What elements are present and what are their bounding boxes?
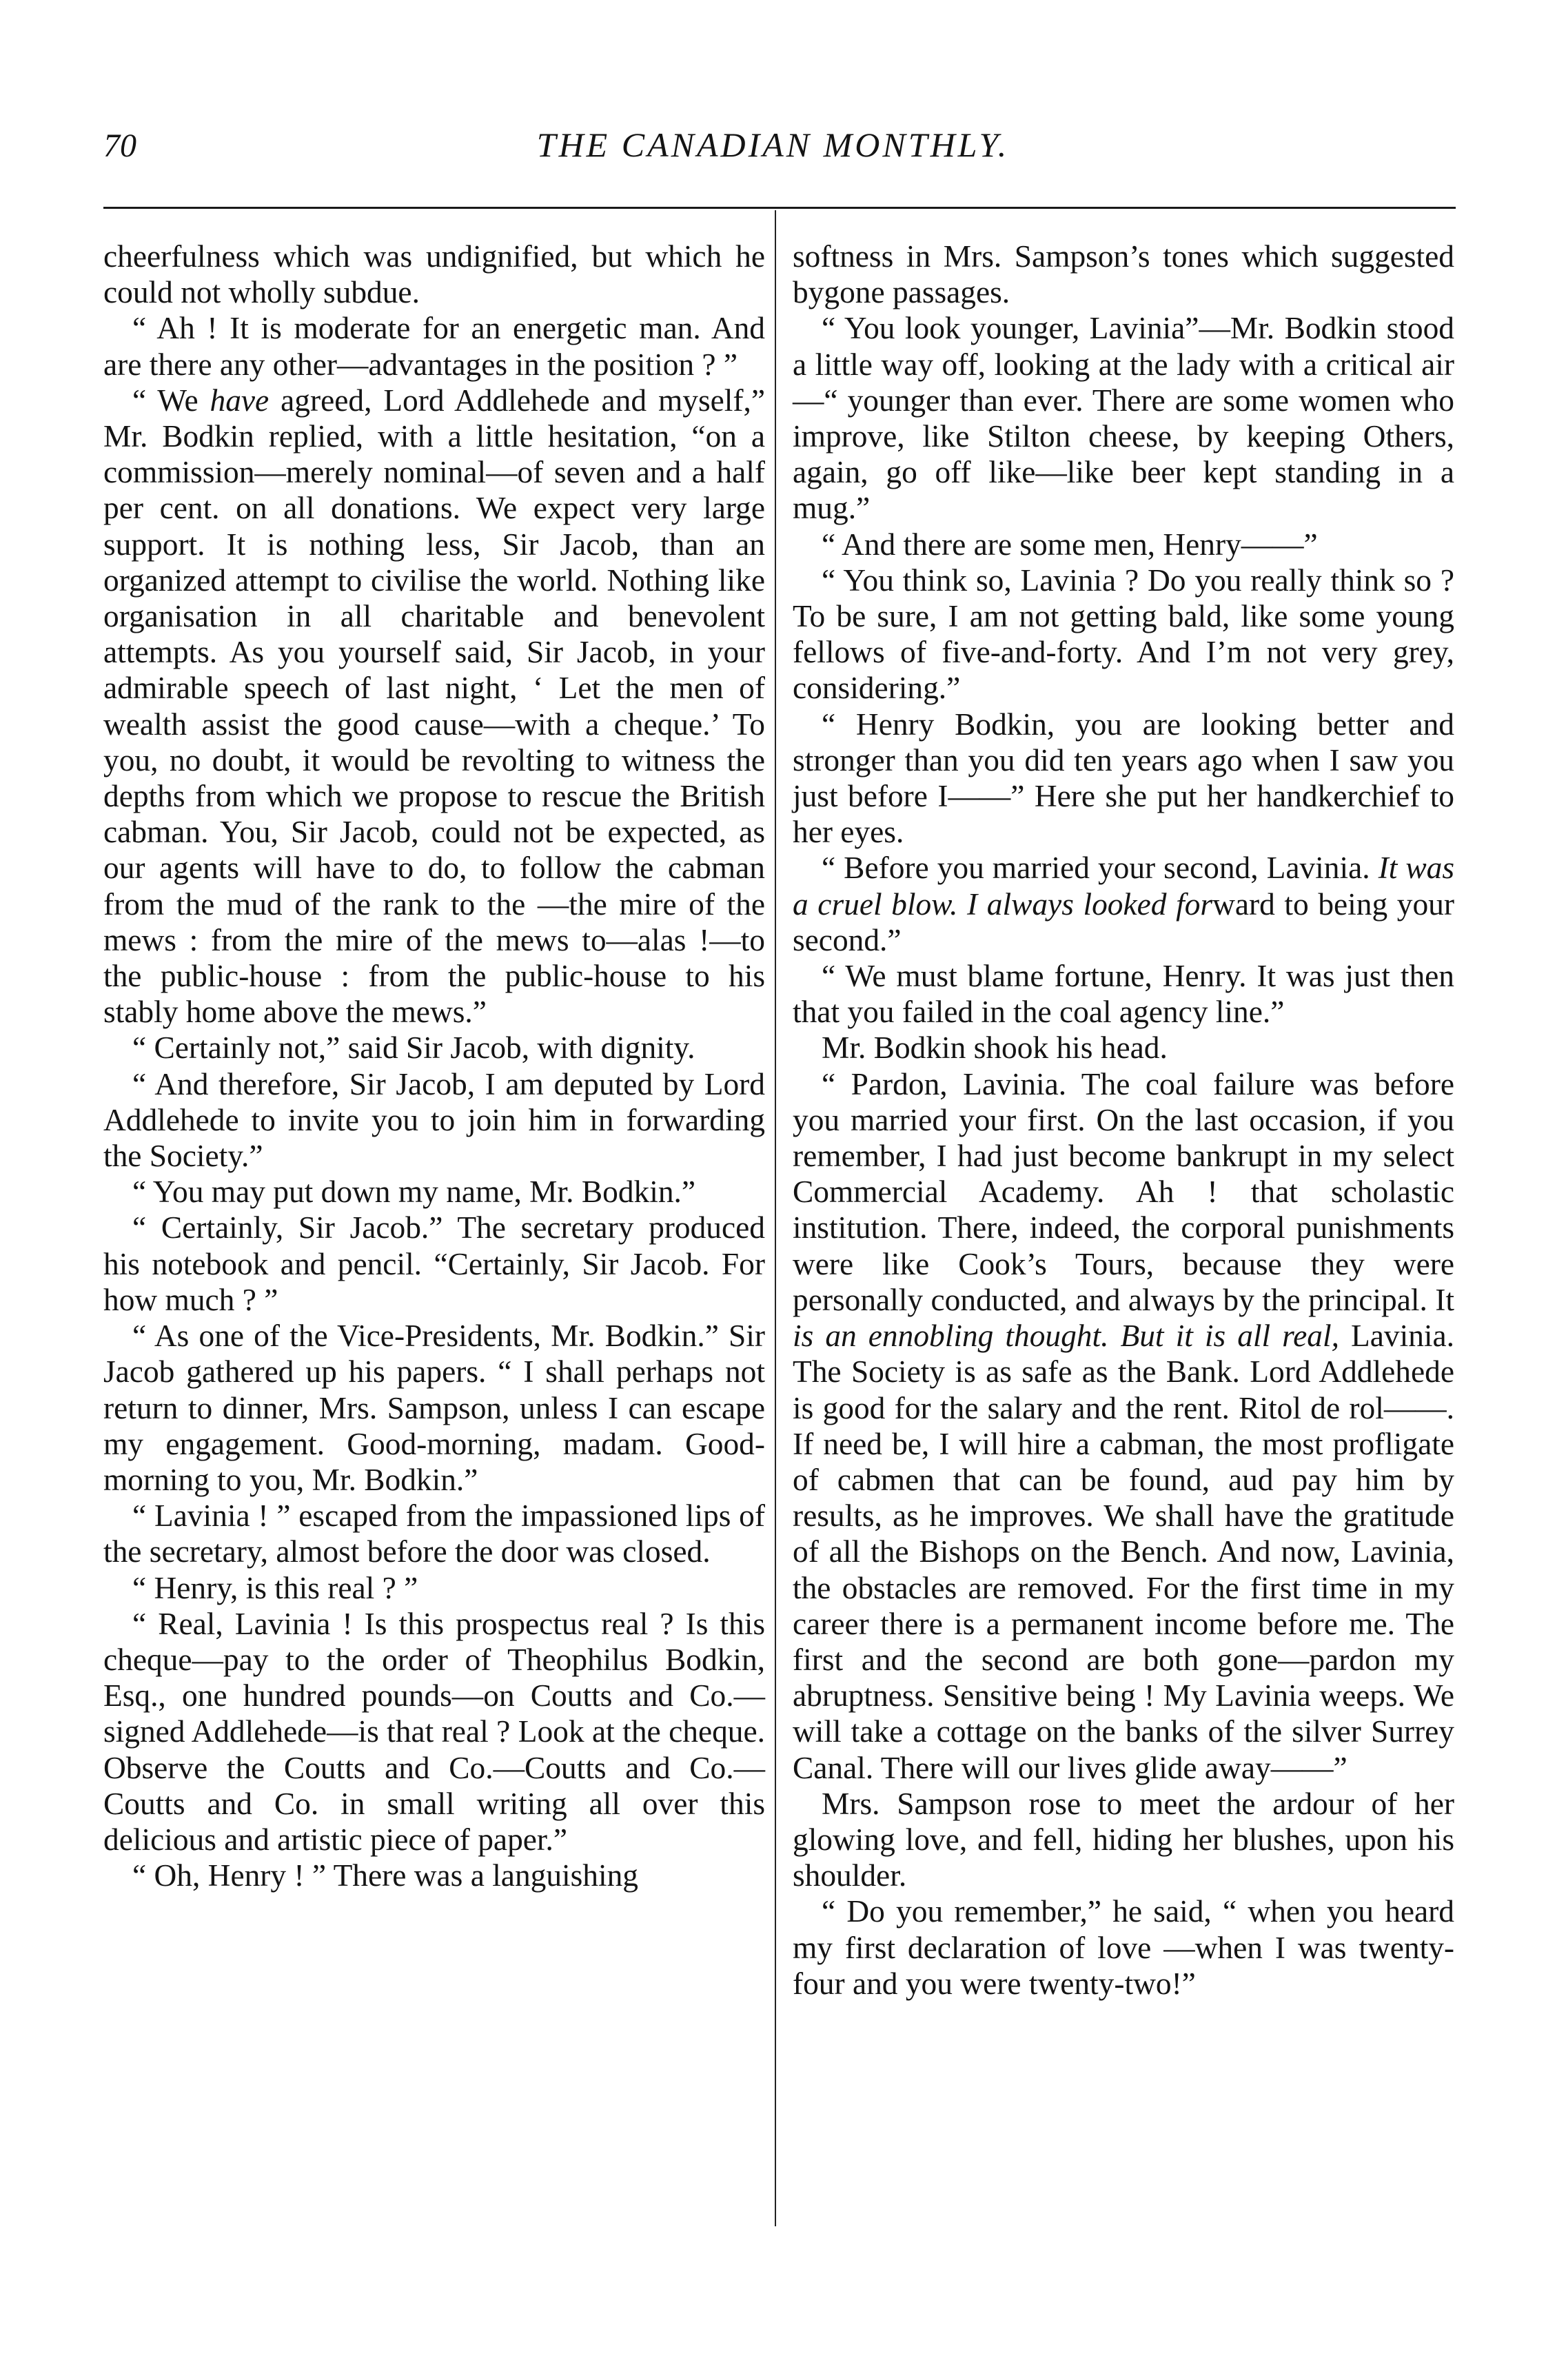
paragraph: Mr. Bodkin shook his head. <box>822 1030 1168 1066</box>
paragraph-text: “ Before you married your second, Lavinia. <box>822 851 1379 886</box>
paragraph: “ Henry, is this real ? ” <box>132 1570 418 1605</box>
paragraph-text: agreed, Lord Addlehede and myself,” Mr. Bodkin replied, with a little hesitation, “on a commission—merely nominal—of seven and a half per cent. on all donations. We expect very large support. It is nothing less, Sir Jacob, than an organized attempt to civilise the world. Nothing like organisation in all charitable and benevolent attempts. As you yourself said, Sir Jacob, in your admirable speech of last night, ‘ Let the men of wealth assist the good cause—with a cheque.’ To you, no doubt, it would be revolting to witness the depths from which we propose to rescue the British cabman. You, Sir Jacob, could not be expected, as our agents will have to do, to follow the cabman from the mud of the rank to the —the mire of the mews : from the mire of the mews to—alas !—to the public-house : from the public-house to his stably home above the mews.” <box>103 383 765 1030</box>
left-column <box>103 238 765 1893</box>
paragraph: cheerfulness which was undignified, but which he could not wholly subdue. <box>103 239 765 310</box>
paragraph: “ Ah ! It is moderate for an energetic man. And are there any other—advantages in the position ? ” <box>103 311 765 382</box>
paragraph: “ Certainly not,” said Sir Jacob, with dignity. <box>132 1030 695 1066</box>
paragraph: Mrs. Sampson rose to meet the ardour of her glowing love, and fell, hiding her blushes, upon his shoulder. <box>793 1786 1454 1893</box>
right-column <box>793 238 1454 2002</box>
paragraph: “ Lavinia ! ” escaped from the impassioned lips of the secretary, almost before the door was closed. <box>103 1498 765 1569</box>
paragraph: softness in Mrs. Sampson’s tones which suggested bygone passages. <box>793 239 1454 310</box>
paragraph: “ You may put down my name, Mr. Bodkin.” <box>132 1174 696 1210</box>
emphasis-text: have <box>210 383 269 418</box>
paragraph-text: Lavinia. The Society is as safe as the Bank. Lord Addlehede is good for the salary and the rent. Ritol de rol——. If need be, I will hire a cabman, the most profligate of cabmen that can be found, aud pay him by results, as he improves. We shall have the gratitude of all the Bishops on the Bench. And now, Lavinia, the obstacles are removed. For the first time in my career there is a permanent income before me. The first and the second are both gone—pardon my abruptness. Sensitive being ! My Lavinia weeps. We will take a cottage on the banks of the silver Surrey Canal. There will our lives glide away——” <box>793 1319 1455 1785</box>
paragraph: “ Oh, Henry ! ” There was a languishing <box>132 1858 639 1893</box>
paragraph: “ Henry Bodkin, you are looking better and stronger than you did ten years ago when I saw you just before I——” Here she put her handkerchief to her eyes. <box>793 706 1454 850</box>
paragraph: “ You think so, Lavinia ? Do you really think so ? To be sure, I am not getting bald, like some young fellows of five-and-forty. And I’m not very grey, considering.” <box>793 562 1454 706</box>
paragraph <box>793 1066 1454 1786</box>
paragraph-text: “ We <box>132 383 210 418</box>
paragraph-text: ward to being your second.” <box>793 886 1454 957</box>
paragraph: “ You look younger, Lavinia”—Mr. Bodkin stood a little way off, looking at the lady with a critical air—“ younger than ever. There are some women who improve, like Stilton cheese, by keeping Others, again, go off like—like beer kept standing in a mug.” <box>793 311 1454 526</box>
running-title: THE CANADIAN MONTHLY. <box>536 125 1010 164</box>
paragraph: “ And there are some men, Henry——” <box>822 527 1318 562</box>
column-divider <box>775 210 776 2226</box>
header-rule <box>103 207 1456 209</box>
paragraph <box>103 383 765 1030</box>
emphasis-text: is an ennobling thought. But it is all real, <box>793 1319 1339 1354</box>
paragraph: “ And therefore, Sir Jacob, I am deputed by Lord Addlehede to invite you to join him in forwarding the Society.” <box>103 1066 765 1174</box>
paragraph: “ Do you remember,” he said, “ when you heard my first declaration of love —when I was twenty-four and you were twenty-two!” <box>793 1894 1454 2001</box>
paragraph <box>793 850 1454 958</box>
paragraph: “ Real, Lavinia ! Is this prospectus real ? Is this cheque—pay to the order of Theophilus Bodkin, Esq., one hundred pounds—on Coutts and Co.—signed Addlehede—is that real ? Look at the cheque. Observe the Coutts and Co.—Coutts and Co.—Coutts and Co. in small writing all over this delicious and artistic piece of paper.” <box>103 1606 765 1857</box>
paragraph: “ We must blame fortune, Henry. It was just then that you failed in the coal agency line.” <box>793 959 1454 1030</box>
page-number: 70 <box>103 128 136 164</box>
emphasis-text: It was a cruel blow. I always looked for <box>793 851 1454 922</box>
paragraph: “ As one of the Vice-Presidents, Mr. Bodkin.” Sir Jacob gathered up his papers. “ I shall perhaps not return to dinner, Mrs. Sampson, unless I can escape my engagement. Good-morning, madam. Good-morning to you, Mr. Bodkin.” <box>103 1319 765 1497</box>
paragraph: “ Certainly, Sir Jacob.” The secretary produced his notebook and pencil. “Certainly, Sir Jacob. For how much ? ” <box>103 1210 765 1317</box>
paragraph-text: “ Pardon, Lavinia. The coal failure was before you married your first. On the last occasion, if you remember, I had just become bankrupt in my select Commercial Academy. Ah ! that scholastic institution. There, indeed, the corporal punishments were like Cook’s Tours, because they were personally conducted, and always by the principal. It <box>793 1066 1454 1317</box>
